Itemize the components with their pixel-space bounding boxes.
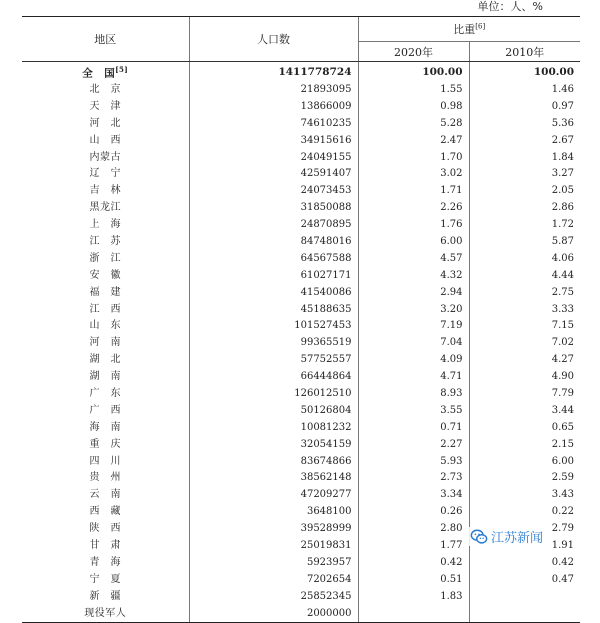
share-2020-cell: 4.09 — [358, 352, 469, 369]
header-year-2020: 2020年 — [358, 42, 469, 62]
table-row — [22, 335, 580, 352]
region-cell: 湖 南 — [89, 371, 121, 383]
header-share — [358, 17, 580, 42]
share-2020-cell: 1.70 — [358, 149, 469, 166]
population-cell: 126012510 — [189, 386, 358, 403]
share-2020-cell: 3.34 — [358, 487, 469, 504]
region-cell: 山 东 — [89, 320, 121, 332]
region-cell: 海 南 — [89, 421, 121, 433]
region-cell: 重 庆 — [89, 438, 121, 450]
population-cell: 99365519 — [189, 335, 358, 352]
share-2020-cell: 1.83 — [358, 588, 469, 605]
region-cell: 江 西 — [89, 303, 121, 315]
share-2010-cell: 0.22 — [469, 504, 580, 521]
region-cell: 西 藏 — [89, 506, 121, 518]
region-cell: 安 徽 — [89, 269, 121, 281]
wechat-logo-icon — [470, 528, 488, 546]
population-cell: 24870895 — [189, 217, 358, 234]
region-cell: 现役军人 — [22, 605, 189, 622]
population-cell: 3648100 — [189, 504, 358, 521]
table-row — [22, 234, 580, 251]
table-row — [22, 588, 580, 605]
region-cell: 福 建 — [89, 286, 121, 298]
table-row — [22, 436, 580, 453]
region-cell: 上 海 — [89, 219, 121, 231]
population-cell: 25019831 — [189, 538, 358, 555]
share-2010-cell: 2.79 — [469, 521, 580, 538]
table-row — [22, 386, 580, 403]
population-cell: 64567588 — [189, 250, 358, 267]
table-row — [22, 470, 580, 487]
population-cell: 74610235 — [189, 115, 358, 132]
share-2020-cell: 2.26 — [358, 200, 469, 217]
region-name: 全 国 — [82, 67, 116, 80]
watermark-text: 江苏新闻 — [491, 531, 544, 546]
table-row — [22, 453, 580, 470]
region-cell: 贵 州 — [89, 472, 121, 484]
share-2020-cell: 0.51 — [358, 571, 469, 588]
table-row — [22, 487, 580, 504]
share-2010-cell: 3.27 — [469, 166, 580, 183]
share-2020-cell — [358, 605, 469, 622]
share-2020-cell: 2.47 — [358, 132, 469, 149]
share-2020-cell: 2.80 — [358, 521, 469, 538]
region-cell: 黑龙江 — [89, 202, 121, 214]
unit-note: 单位：人、% — [477, 0, 543, 13]
header-year-2010: 2010年 — [469, 42, 580, 62]
share-2020-cell: 1.76 — [358, 217, 469, 234]
table-row — [22, 217, 580, 234]
share-2010-cell: 3.33 — [469, 301, 580, 318]
table-row — [22, 149, 580, 166]
header-share-note: [6] — [475, 22, 486, 31]
share-2010-cell: 3.43 — [469, 487, 580, 504]
share-2020-cell: 4.57 — [358, 250, 469, 267]
table-row — [22, 183, 580, 200]
population-cell: 7202654 — [189, 571, 358, 588]
region-cell — [22, 62, 189, 82]
share-2010-cell: 2.59 — [469, 470, 580, 487]
share-2020-cell: 0.71 — [358, 419, 469, 436]
population-cell: 21893095 — [189, 82, 358, 99]
share-2010-cell: 2.05 — [469, 183, 580, 200]
region-cell: 河 北 — [89, 117, 121, 129]
share-2020-cell: 2.94 — [358, 284, 469, 301]
table-row — [22, 419, 580, 436]
population-cell: 32054159 — [189, 436, 358, 453]
region-cell: 天 津 — [89, 100, 121, 112]
region-cell: 广 西 — [89, 404, 121, 416]
share-2010-cell — [469, 588, 580, 605]
share-2020-cell: 2.27 — [358, 436, 469, 453]
population-cell: 83674866 — [189, 453, 358, 470]
table-row — [22, 554, 580, 571]
population-cell: 34915616 — [189, 132, 358, 149]
share-2010-cell — [469, 605, 580, 622]
share-2010-cell: 4.06 — [469, 250, 580, 267]
region-cell: 江 苏 — [89, 235, 121, 247]
table-row — [22, 301, 580, 318]
population-cell: 61027171 — [189, 267, 358, 284]
population-cell: 50126804 — [189, 402, 358, 419]
share-2010-cell: 2.75 — [469, 284, 580, 301]
share-2010-cell: 0.65 — [469, 419, 580, 436]
region-cell: 陕 西 — [89, 523, 121, 535]
share-2010-cell: 4.90 — [469, 369, 580, 386]
share-2020-cell: 2.73 — [358, 470, 469, 487]
share-2020-cell: 3.55 — [358, 402, 469, 419]
share-2010-cell: 7.02 — [469, 335, 580, 352]
population-cell: 31850088 — [189, 200, 358, 217]
share-2010-cell: 3.44 — [469, 402, 580, 419]
share-2010-cell: 2.15 — [469, 436, 580, 453]
region-cell: 广 东 — [89, 387, 121, 399]
header-population: 人口数 — [189, 17, 358, 62]
share-2010-cell: 7.79 — [469, 386, 580, 403]
region-cell: 河 南 — [89, 337, 121, 349]
region-cell: 山 西 — [89, 134, 121, 146]
table-row — [22, 504, 580, 521]
population-cell: 66444864 — [189, 369, 358, 386]
share-2010-cell: 100.00 — [469, 62, 580, 82]
share-2010-cell: 1.84 — [469, 149, 580, 166]
region-cell: 新 疆 — [89, 590, 121, 602]
population-cell: 24073453 — [189, 183, 358, 200]
table-row — [22, 115, 580, 132]
region-cell: 云 南 — [89, 489, 121, 501]
share-2010-cell: 5.87 — [469, 234, 580, 251]
share-2010-cell: 1.72 — [469, 217, 580, 234]
share-2020-cell: 8.93 — [358, 386, 469, 403]
share-2010-cell: 6.00 — [469, 453, 580, 470]
table-row — [22, 250, 580, 267]
table-row — [22, 98, 580, 115]
table-row — [22, 369, 580, 386]
population-cell: 45188635 — [189, 301, 358, 318]
region-cell: 四 川 — [89, 455, 121, 467]
table-row — [22, 402, 580, 419]
population-cell: 38562148 — [189, 470, 358, 487]
population-cell: 41540086 — [189, 284, 358, 301]
region-cell: 辽 宁 — [89, 168, 121, 180]
share-2020-cell: 0.98 — [358, 98, 469, 115]
share-2020-cell: 7.19 — [358, 318, 469, 335]
share-2020-cell: 0.26 — [358, 504, 469, 521]
share-2020-cell: 4.32 — [358, 267, 469, 284]
region-cell: 甘 肃 — [89, 539, 121, 551]
region-cell: 北 京 — [89, 83, 121, 95]
share-2020-cell: 5.28 — [358, 115, 469, 132]
share-2010-cell: 4.44 — [469, 267, 580, 284]
table-row — [22, 352, 580, 369]
table-row — [22, 132, 580, 149]
region-cell: 浙 江 — [89, 252, 121, 264]
share-2020-cell: 3.20 — [358, 301, 469, 318]
share-2010-cell: 2.67 — [469, 132, 580, 149]
population-cell: 101527453 — [189, 318, 358, 335]
table-row — [22, 605, 580, 622]
share-2010-cell: 2.86 — [469, 200, 580, 217]
population-cell: 2000000 — [189, 605, 358, 622]
population-cell: 5923957 — [189, 554, 358, 571]
header-region: 地区 — [22, 17, 189, 62]
share-2010-cell: 1.46 — [469, 82, 580, 99]
share-2010-cell: 1.91 — [469, 538, 580, 555]
population-cell: 57752557 — [189, 352, 358, 369]
population-cell: 84748016 — [189, 234, 358, 251]
region-cell: 内蒙古 — [89, 151, 121, 163]
header-share-label: 比重 — [453, 23, 476, 36]
share-2020-cell: 7.04 — [358, 335, 469, 352]
table-row — [22, 166, 580, 183]
table-row-total — [22, 62, 580, 82]
table-row — [22, 284, 580, 301]
table-row — [22, 267, 580, 284]
population-cell: 47209277 — [189, 487, 358, 504]
population-cell: 10081232 — [189, 419, 358, 436]
share-2020-cell: 3.02 — [358, 166, 469, 183]
table-row — [22, 571, 580, 588]
region-cell: 青 海 — [89, 556, 121, 568]
share-2020-cell: 100.00 — [358, 62, 469, 82]
share-2020-cell: 1.55 — [358, 82, 469, 99]
share-2010-cell: 7.15 — [469, 318, 580, 335]
table-row — [22, 82, 580, 99]
share-2020-cell: 4.71 — [358, 369, 469, 386]
share-2020-cell: 6.00 — [358, 234, 469, 251]
share-2020-cell: 1.71 — [358, 183, 469, 200]
share-2010-cell: 4.27 — [469, 352, 580, 369]
share-2010-cell: 0.42 — [469, 554, 580, 571]
table-row — [22, 318, 580, 335]
share-2010-cell: 0.97 — [469, 98, 580, 115]
population-cell: 13866009 — [189, 98, 358, 115]
population-cell: 24049155 — [189, 149, 358, 166]
population-cell: 1411778724 — [189, 62, 358, 82]
region-cell: 湖 北 — [89, 354, 121, 366]
share-2020-cell: 1.77 — [358, 538, 469, 555]
watermark — [468, 527, 545, 546]
region-cell: 宁 夏 — [89, 573, 121, 585]
table-row — [22, 200, 580, 217]
share-2010-cell: 0.47 — [469, 571, 580, 588]
population-cell: 25852345 — [189, 588, 358, 605]
share-2020-cell: 0.42 — [358, 554, 469, 571]
total-note: [5] — [115, 65, 129, 74]
population-cell: 39528999 — [189, 521, 358, 538]
population-cell: 42591407 — [189, 166, 358, 183]
share-2010-cell: 5.36 — [469, 115, 580, 132]
region-cell: 吉 林 — [89, 185, 121, 197]
share-2020-cell: 5.93 — [358, 453, 469, 470]
